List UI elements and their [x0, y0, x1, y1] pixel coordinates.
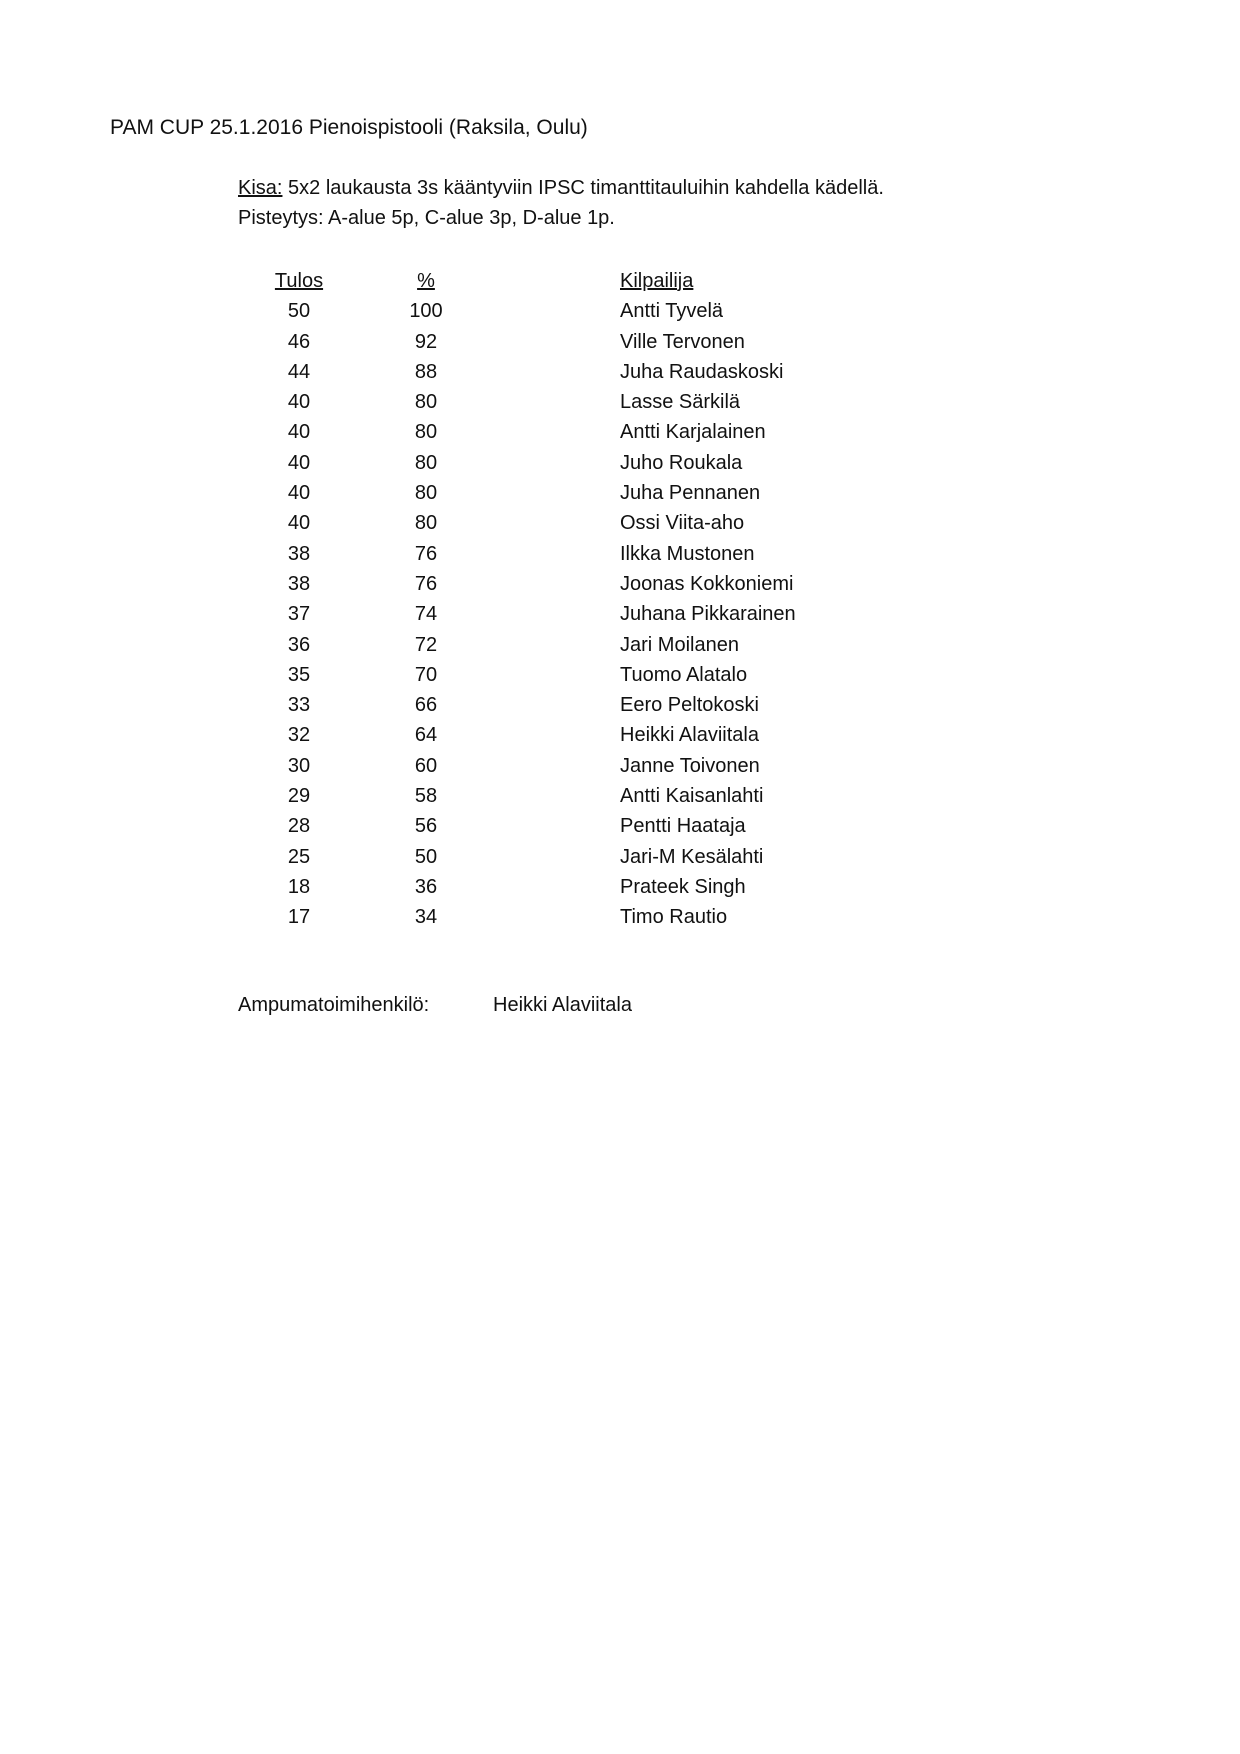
cell-tulos: 50	[287, 300, 311, 323]
cell-percent: 36	[414, 875, 438, 898]
cell-tulos: 36	[287, 633, 311, 656]
table-row	[0, 751, 1240, 781]
table-row	[0, 872, 1240, 902]
table-row	[0, 842, 1240, 872]
cell-name: Antti Tyvelä	[620, 300, 724, 323]
table-row	[0, 357, 1240, 387]
cell-percent: 80	[414, 391, 438, 414]
cell-name: Antti Kaisanlahti	[620, 785, 764, 808]
official-name: Heikki Alaviitala	[493, 994, 632, 1016]
cell-name: Joonas Kokkoniemi	[620, 572, 794, 595]
cell-tulos: 40	[287, 512, 311, 535]
table-row	[0, 630, 1240, 660]
competition-description	[238, 177, 884, 200]
cell-name: Lasse Särkilä	[620, 391, 741, 414]
table-row	[0, 660, 1240, 690]
cell-name: Ilkka Mustonen	[620, 542, 755, 565]
header-percent: %	[417, 270, 435, 292]
cell-tulos: 30	[287, 754, 311, 777]
cell-percent: 76	[414, 572, 438, 595]
cell-name: Heikki Alaviitala	[620, 724, 759, 747]
table-row	[0, 417, 1240, 447]
cell-tulos: 17	[287, 906, 311, 929]
cell-name: Antti Karjalainen	[620, 421, 766, 444]
cell-percent: 92	[414, 330, 438, 353]
cell-name: Ossi Viita-aho	[620, 512, 745, 535]
table-row	[0, 387, 1240, 417]
header-kilpailija: Kilpailija	[620, 270, 694, 292]
cell-tulos: 40	[287, 421, 311, 444]
cell-tulos: 38	[287, 572, 311, 595]
cell-percent: 88	[414, 360, 438, 383]
cell-tulos: 46	[287, 330, 311, 353]
competition-text: 5x2 laukausta 3s kääntyviin IPSC timanttitauluihin kahdella kädellä.	[282, 177, 884, 199]
cell-name: Eero Peltokoski	[620, 694, 759, 717]
table-row	[0, 599, 1240, 629]
table-row	[0, 539, 1240, 569]
cell-percent: 100	[409, 300, 443, 323]
results-header-row	[0, 266, 1240, 296]
cell-percent: 76	[414, 542, 438, 565]
cell-name: Jari-M Kesälahti	[620, 845, 764, 868]
cell-name: Juho Roukala	[620, 451, 743, 474]
cell-percent: 58	[414, 785, 438, 808]
table-row	[0, 902, 1240, 932]
table-row	[0, 448, 1240, 478]
cell-percent: 80	[414, 421, 438, 444]
cell-percent: 70	[414, 663, 438, 686]
cell-tulos: 35	[287, 663, 311, 686]
cell-percent: 72	[414, 633, 438, 656]
cell-name: Tuomo Alatalo	[620, 663, 748, 686]
results-table	[0, 266, 1240, 933]
cell-tulos: 44	[287, 360, 311, 383]
cell-percent: 66	[414, 694, 438, 717]
cell-tulos: 32	[287, 724, 311, 747]
cell-tulos: 40	[287, 451, 311, 474]
table-row	[0, 508, 1240, 538]
cell-percent: 64	[414, 724, 438, 747]
cell-tulos: 18	[287, 875, 311, 898]
table-row	[0, 569, 1240, 599]
cell-percent: 80	[414, 512, 438, 535]
cell-tulos: 33	[287, 694, 311, 717]
table-row	[0, 690, 1240, 720]
cell-name: Prateek Singh	[620, 875, 746, 898]
cell-tulos: 40	[287, 391, 311, 414]
header-tulos: Tulos	[274, 270, 324, 292]
cell-name: Juha Raudaskoski	[620, 360, 784, 383]
page-title: PAM CUP 25.1.2016 Pienoispistooli (Raksila, Oulu)	[110, 116, 588, 139]
cell-tulos: 25	[287, 845, 311, 868]
table-row	[0, 720, 1240, 750]
cell-name: Pentti Haataja	[620, 815, 746, 838]
table-row	[0, 478, 1240, 508]
table-row	[0, 327, 1240, 357]
cell-tulos: 40	[287, 482, 311, 505]
cell-percent: 80	[414, 451, 438, 474]
cell-name: Janne Toivonen	[620, 754, 760, 777]
scoring-description: Pisteytys: A-alue 5p, C-alue 3p, D-alue 1p.	[238, 207, 615, 229]
cell-name: Ville Tervonen	[620, 330, 745, 353]
cell-name: Juhana Pikkarainen	[620, 603, 796, 626]
table-row	[0, 296, 1240, 326]
cell-percent: 60	[414, 754, 438, 777]
cell-percent: 74	[414, 603, 438, 626]
official-label: Ampumatoimihenkilö:	[238, 994, 430, 1016]
competition-label: Kisa:	[238, 177, 283, 199]
cell-percent: 56	[414, 815, 438, 838]
cell-percent: 80	[414, 482, 438, 505]
table-row	[0, 811, 1240, 841]
table-row	[0, 781, 1240, 811]
cell-tulos: 38	[287, 542, 311, 565]
cell-name: Timo Rautio	[620, 906, 728, 929]
cell-percent: 50	[414, 845, 438, 868]
cell-tulos: 28	[287, 815, 311, 838]
cell-tulos: 37	[287, 603, 311, 626]
cell-percent: 34	[414, 906, 438, 929]
cell-tulos: 29	[287, 785, 311, 808]
cell-name: Jari Moilanen	[620, 633, 739, 656]
cell-name: Juha Pennanen	[620, 482, 761, 505]
